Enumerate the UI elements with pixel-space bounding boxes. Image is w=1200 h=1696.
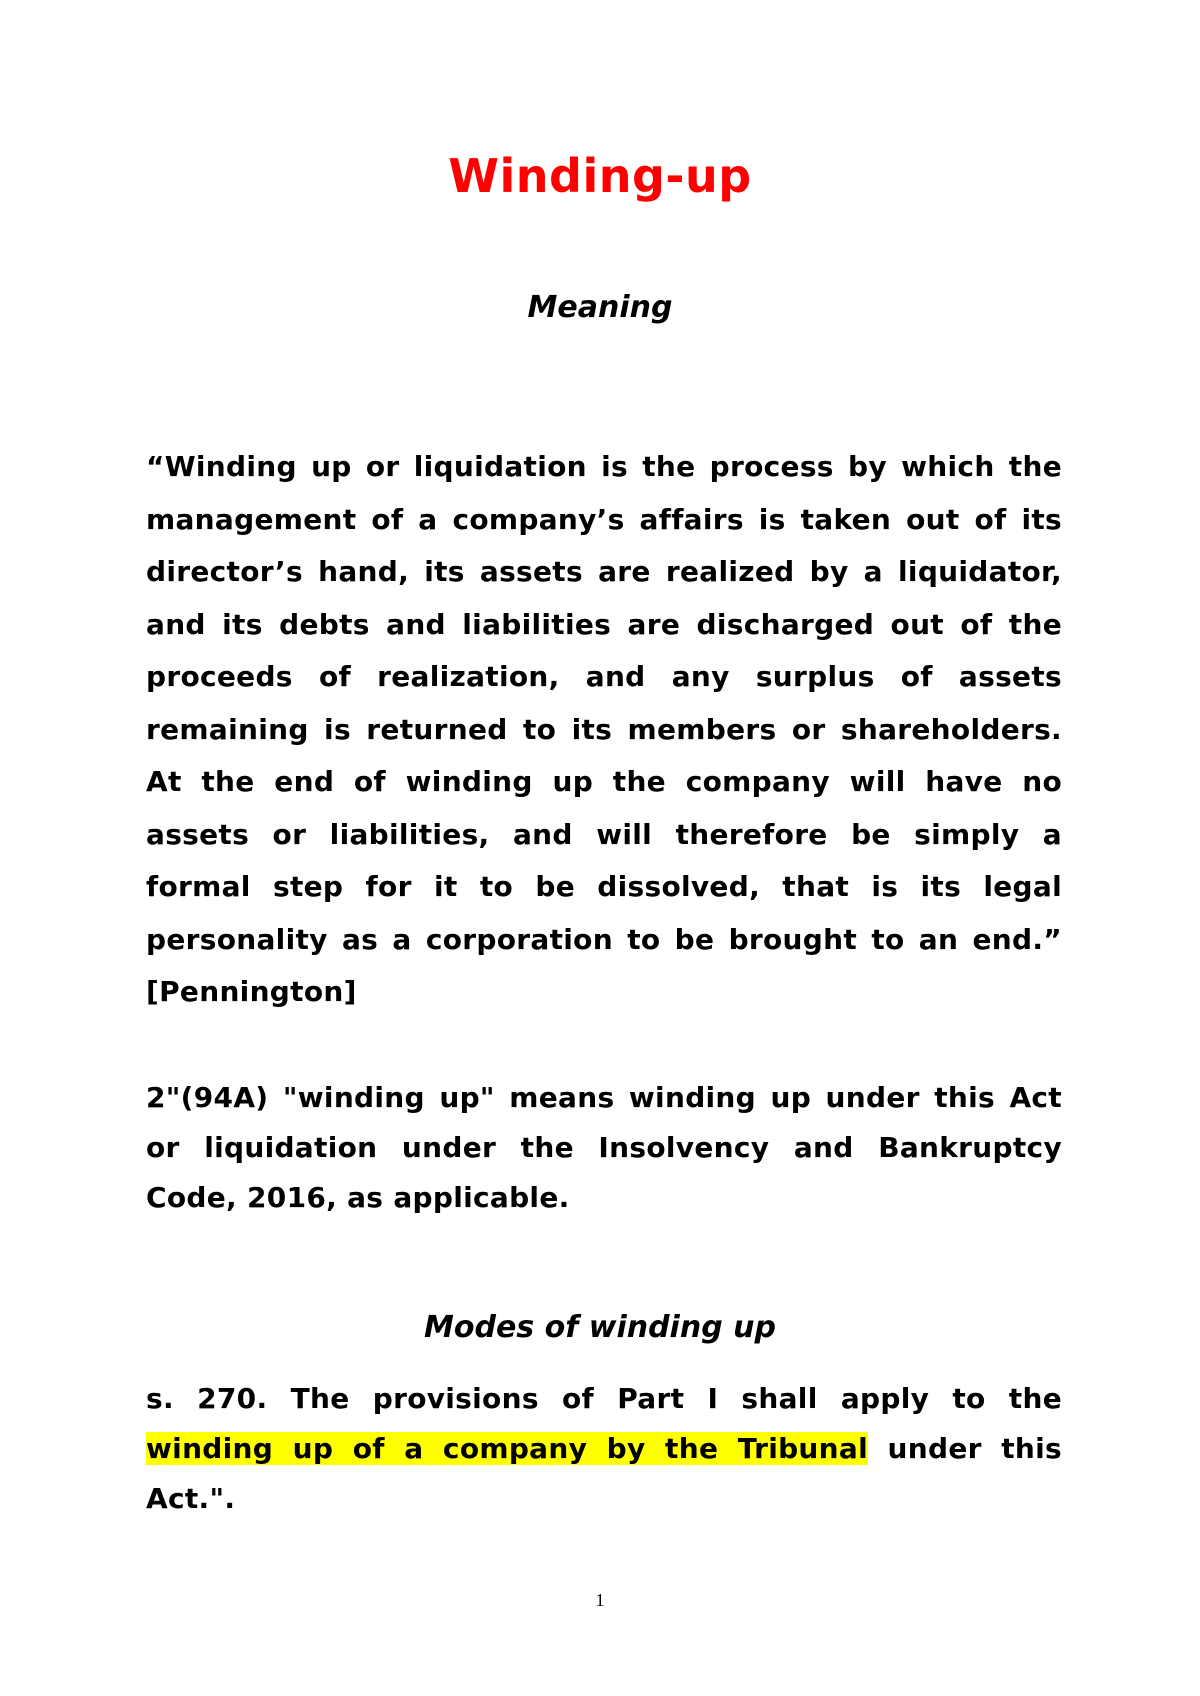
page-number: 1 [595, 1590, 605, 1610]
section-270-paragraph [146, 1374, 1062, 1524]
definition-paragraph: 2"(94A) "winding up" means winding up under this Act or liquidation under the Insolvency and Bankruptcy Code, 2016, as applicable. [146, 1081, 1062, 1214]
section-270-text-end: under this Act.". [146, 1432, 1062, 1515]
modes-heading: Modes of winding up [424, 1310, 776, 1345]
pennington-quote-paragraph: “Winding up or liquidation is the process by which the management of a company’s affairs is taken out of its director’s hand, its assets are realized by a liquidator, and its debts and liabilities are discharged out of the proceeds of realization, and any surplus of assets remaining is returned to its members or shareholders. At the end of winding up the company will have no assets or liabilities, and will therefore be simply a formal step for it to be dissolved, that is its legal personality as a corporation to be brought to an end.” [Pennington] [146, 450, 1062, 1008]
meaning-heading: Meaning [527, 290, 673, 325]
highlighted-text: winding up of a company by the Tribunal [146, 1432, 868, 1465]
page-title: Winding-up [448, 149, 752, 203]
section-270-text-start: s. 270. The provisions of Part I shall apply to the [146, 1382, 1062, 1415]
